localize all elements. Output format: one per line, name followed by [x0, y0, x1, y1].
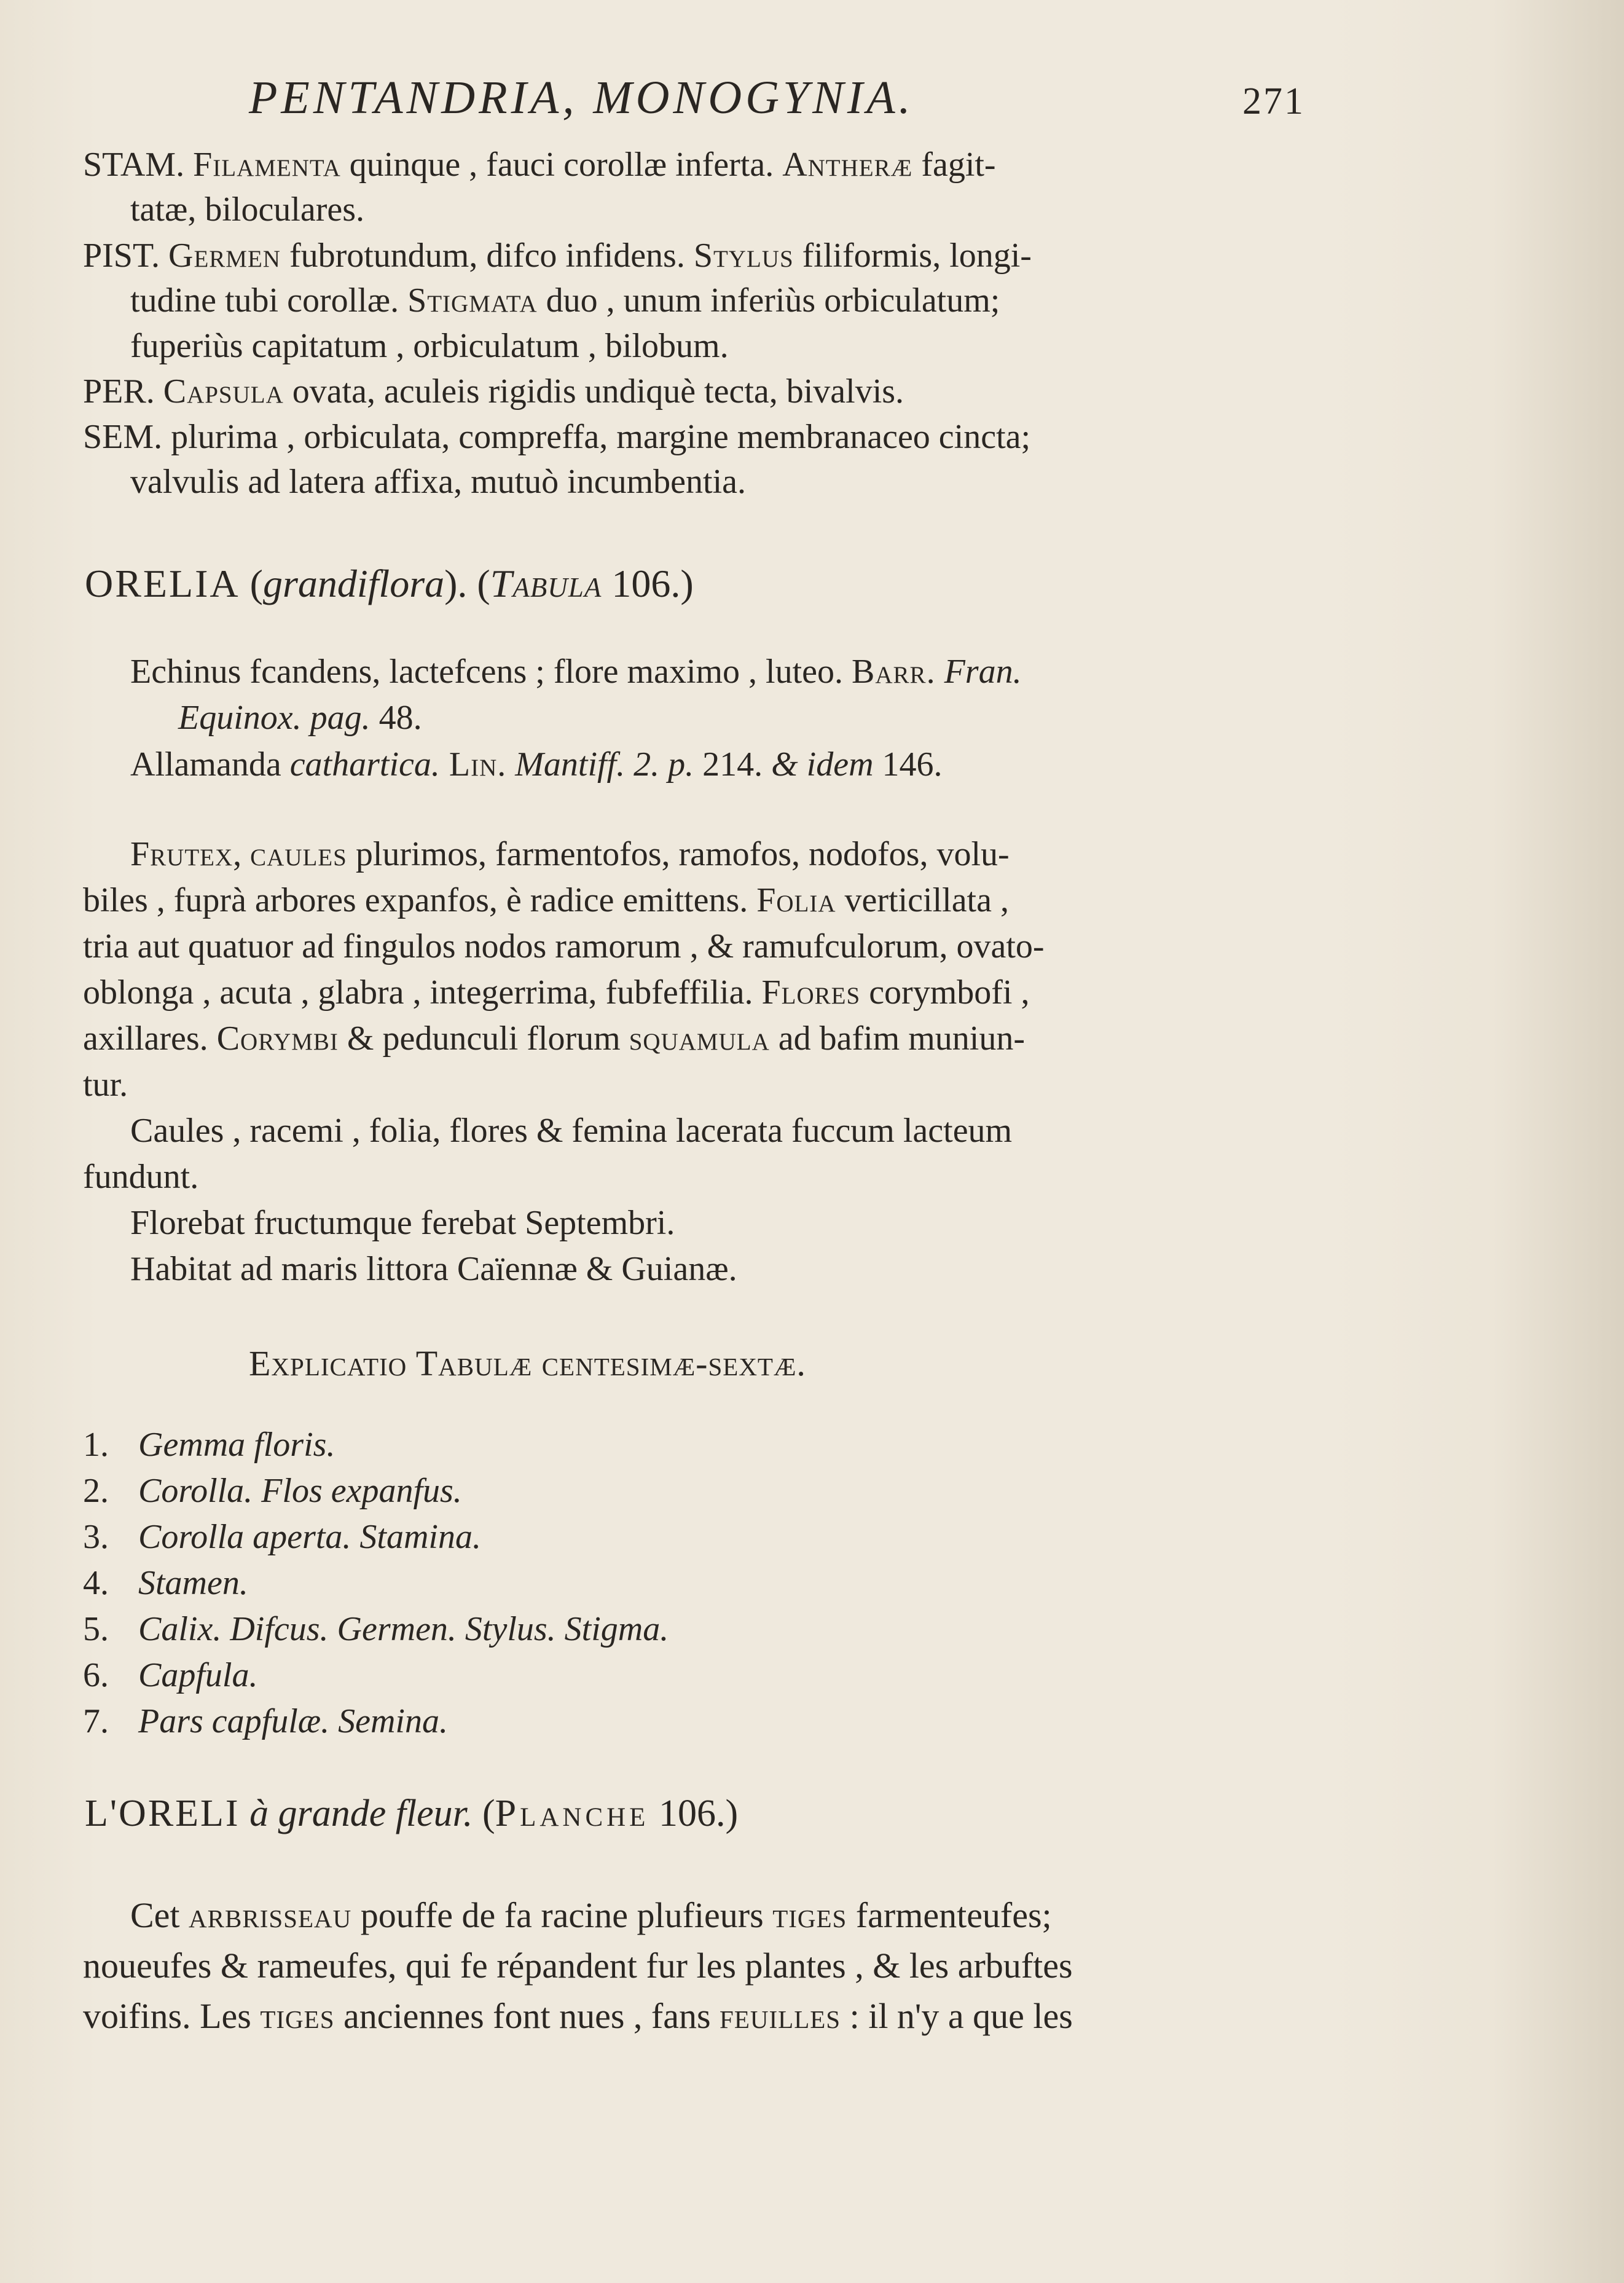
french-text-1: Cet [130, 1895, 189, 1935]
latin-desc-line-1 [130, 837, 1010, 871]
list-item [83, 1704, 448, 1739]
list-item [83, 1520, 481, 1554]
page-number: 271 [1242, 81, 1305, 122]
genus-name: ORELIA [85, 562, 240, 605]
corymbi-term: Corymbi [216, 1020, 339, 1058]
tabula-number: 106 [611, 562, 671, 605]
sem-continuation: valvulis ad latera affixa, mutuò incumbentia. [130, 463, 746, 501]
french-text-3b: anciennes font nues , fans [334, 1996, 720, 2036]
list-item [83, 1658, 257, 1692]
french-text-1b: pouffe de fa racine plufieurs [351, 1895, 773, 1935]
synonym-2 [130, 747, 943, 782]
item-number: 1. [83, 1426, 109, 1464]
latin-desc-text-2b: verticillata , [836, 881, 1009, 919]
latin-desc-text-2: biles , fuprà arbores expanfos, è radice emittens. [83, 881, 757, 919]
latin-desc-text-4b: corymbofi , [860, 973, 1030, 1012]
latin-desc-para-4: Habitat ad maris littora Caïennæ & Guianæ. [130, 1250, 737, 1288]
list-item [83, 1612, 669, 1646]
species-name: grandiflora [262, 562, 445, 605]
latin-desc-text-4: oblonga , acuta , glabra , integerrima, fubfeffilia. [83, 973, 762, 1012]
latin-desc-line-3: tria aut quatuor ad fingulos nodos ramorum , & ramufculorum, ovato- [83, 927, 1045, 965]
synonym-2-idem: & idem [771, 745, 874, 784]
tabula-word: Tabula [490, 562, 602, 605]
sem-text: plurima , orbiculata, compreffa, margine membranaceo cincta; [162, 418, 1031, 456]
latin-desc-para-3: Florebat fructumque ferebat Septembri. [130, 1204, 675, 1242]
french-genus: L'ORELI [85, 1793, 240, 1834]
list-item [83, 1428, 335, 1462]
synonym-2-genus: Allamanda [130, 745, 290, 784]
synonym-2-ref: Mantiff. 2. p. [506, 745, 694, 784]
latin-desc-comma: , [233, 835, 251, 873]
item-number: 3. [83, 1518, 109, 1556]
latin-desc-para-2: Caules , racemi , folia, flores & femina lacerata fuccum lacteum [130, 1112, 1013, 1150]
capsula-term: Capsula [163, 372, 284, 411]
caules-term: caules [250, 835, 347, 873]
synonym-1-cont [178, 701, 422, 735]
item-number: 2. [83, 1472, 109, 1510]
synonym-1-text: Echinus fcandens, lactefcens ; flore maximo , luteo. [130, 653, 852, 691]
planche-word: Planche [495, 1793, 649, 1834]
per-tag: PER. [83, 372, 155, 411]
french-line-2: noueufes & rameufes, qui fe répandent fur les plantes , & les arbuftes [83, 1946, 1073, 1986]
stylus-term: Stylus [693, 237, 794, 275]
synonym-1 [130, 654, 1022, 689]
pist-cont-text-2: duo , unum inferiùs orbiculatum; [537, 281, 1000, 320]
stam-text-2: fagit- [912, 146, 996, 184]
stam-text: quinque , fauci corollæ inferta. [340, 146, 783, 184]
latin-desc-line-4 [83, 975, 1029, 1010]
french-line-3 [83, 1998, 1073, 2034]
item-number: 6. [83, 1656, 109, 1694]
explicatio-title [249, 1343, 806, 1383]
latin-desc-text-5c: ad bafim muniun- [769, 1020, 1025, 1058]
french-line-1 [130, 1895, 1052, 1935]
synonym-1-author: Barr. [852, 653, 936, 691]
antherae-term: Antheræ [782, 146, 913, 184]
germen-term: Germen [168, 237, 281, 275]
pist-line [83, 238, 1032, 273]
sem-line [83, 420, 1030, 454]
orelia-heading: ORELIA (grandiflora). (Tabula 106.) [85, 562, 694, 605]
stam-tag: STAM. [83, 146, 185, 184]
pist-tag: PIST. [83, 237, 160, 275]
pist-continuation-1 [130, 283, 1000, 318]
item-number: 4. [83, 1564, 109, 1602]
arbrisseau-term: arbrisseau [189, 1895, 352, 1935]
latin-desc-text-1: plurimos, farmentofos, ramofos, nodofos, volu- [347, 835, 1010, 873]
synonym-2-page-2: 146. [873, 745, 943, 784]
explicatio-title-text: Explicatio Tabulæ centesimæ-sextæ. [249, 1343, 806, 1383]
latin-desc-line-6: tur. [83, 1066, 128, 1104]
latin-desc-para-2-cont: fundunt. [83, 1158, 199, 1196]
item-text: Calix. Difcus. Germen. Stylus. Stigma. [138, 1610, 669, 1648]
item-text: Corolla aperta. Stamina. [138, 1518, 481, 1556]
filamenta-term: Filamenta [193, 146, 341, 184]
latin-desc-text-5b: & pedunculi florum [338, 1020, 629, 1058]
synonym-1-page: 48. [370, 699, 422, 737]
item-text: Pars capfulæ. Semina. [138, 1702, 448, 1740]
folia-term: Folia [756, 881, 836, 919]
item-text: Gemma floris. [138, 1426, 335, 1464]
item-text: Capfula. [138, 1656, 258, 1694]
per-line [83, 374, 904, 409]
tiges-term-2: tiges [260, 1996, 335, 2036]
list-item [83, 1474, 462, 1508]
running-head: PENTANDRIA, MONOGYNIA. [249, 72, 914, 124]
french-heading: L'ORELI à grande fleur. (Planche 106.) [85, 1793, 739, 1834]
flores-term: Flores [761, 973, 861, 1012]
squamula-term: squamula [629, 1020, 770, 1058]
pist-text-2: filiformis, longi- [793, 237, 1032, 275]
pist-continuation-2: fuperiùs capitatum , orbiculatum , bilobum. [130, 327, 729, 365]
stam-line [83, 147, 996, 182]
sem-tag: SEM. [83, 418, 163, 456]
synonym-2-species: cathartica. [289, 745, 440, 784]
item-number: 7. [83, 1702, 109, 1740]
planche-number: 106 [658, 1793, 716, 1834]
tiges-term: tiges [772, 1895, 847, 1935]
stigmata-term: Stigmata [407, 281, 538, 320]
stam-continuation: tatæ, biloculares. [130, 191, 365, 229]
french-text-3: voifins. Les [83, 1996, 261, 2036]
latin-desc-text-5: axillares. [83, 1020, 217, 1058]
item-text: Corolla. Flos expanfus. [138, 1472, 462, 1510]
frutex-term: Frutex [130, 835, 233, 873]
french-text-1c: farmenteufes; [847, 1895, 1052, 1935]
french-text-3c: : il n'y a que les [841, 1996, 1073, 2036]
french-species: à grande fleur. [249, 1793, 473, 1834]
synonym-1-ref: Fran. [935, 653, 1022, 691]
synonym-2-page: 214. [694, 745, 772, 784]
feuilles-term: feuilles [720, 1996, 841, 2036]
item-text: Stamen. [138, 1564, 248, 1602]
per-text: ovata, aculeis rigidis undiquè tecta, bivalvis. [283, 372, 904, 411]
synonym-2-author: Lin. [439, 745, 507, 784]
latin-desc-line-5 [83, 1021, 1025, 1056]
synonym-1-ref-2: Equinox. pag. [178, 699, 371, 737]
latin-desc-line-2 [83, 883, 1009, 918]
item-number: 5. [83, 1610, 109, 1648]
pist-text: fubrotundum, difco infidens. [280, 237, 694, 275]
pist-cont-text: tudine tubi corollæ. [130, 281, 408, 320]
list-item [83, 1566, 248, 1600]
